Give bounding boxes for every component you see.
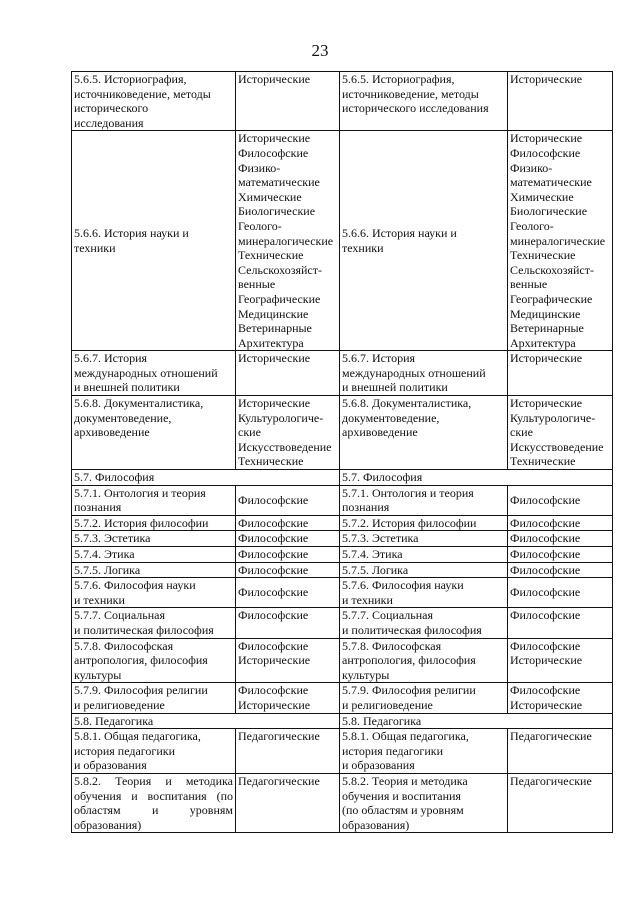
table-row bbox=[72, 131, 613, 351]
table-row bbox=[72, 547, 613, 563]
science-branch-cell: Философские bbox=[236, 578, 340, 608]
science-branch-cell: Исторические bbox=[236, 72, 340, 131]
section-heading-cell: 5.8. Педагогика bbox=[340, 713, 613, 729]
table-row bbox=[72, 608, 613, 638]
science-branch-cell: Философские Исторические bbox=[236, 638, 340, 683]
science-branch-cell: Исторические bbox=[236, 351, 340, 396]
specialty-cell: 5.7.6. Философия науки и техники bbox=[72, 578, 236, 608]
science-branch-cell: Философские bbox=[236, 562, 340, 578]
specialty-cell: 5.7.7. Социальная и политическая философия bbox=[340, 608, 508, 638]
specialty-cell: 5.8.2. Теория и методика обучения и воспитания (по областям и уровням образования) bbox=[340, 773, 508, 832]
science-branch-cell: Философские bbox=[508, 562, 613, 578]
science-branch-cell: Исторические bbox=[508, 351, 613, 396]
specialty-cell: 5.7.8. Философская антропология, философия культуры bbox=[72, 638, 236, 683]
science-branch-cell: Педагогические bbox=[508, 773, 613, 832]
section-heading-row bbox=[72, 713, 613, 729]
science-branch-cell: Исторические Философские Физико- математические Химические Биологические Геолого- минералогические Технические Сельскохозяйст- венные Географические Медицинские Ветеринарные Архитектура bbox=[508, 131, 613, 351]
specialty-table bbox=[71, 71, 613, 833]
science-branch-cell: Философские bbox=[508, 547, 613, 563]
science-branch-cell: Философские bbox=[508, 515, 613, 531]
table-row bbox=[72, 638, 613, 683]
specialty-cell: 5.6.6. История науки и техники bbox=[72, 131, 236, 351]
section-heading-cell: 5.7. Философия bbox=[340, 470, 613, 486]
specialty-cell: 5.7.4. Этика bbox=[72, 547, 236, 563]
specialty-cell: 5.7.2. История философии bbox=[72, 515, 236, 531]
specialty-cell: 5.7.3. Эстетика bbox=[72, 531, 236, 547]
science-branch-cell: Педагогические bbox=[236, 729, 340, 774]
science-branch-cell: Философские bbox=[508, 578, 613, 608]
science-branch-cell: Философские bbox=[508, 608, 613, 638]
specialty-cell: 5.7.5. Логика bbox=[340, 562, 508, 578]
table-row bbox=[72, 683, 613, 713]
science-branch-cell: Философские Исторические bbox=[508, 638, 613, 683]
table-row bbox=[72, 531, 613, 547]
science-branch-cell: Философские bbox=[236, 485, 340, 515]
specialty-cell: 5.6.8. Документалистика, документоведение, архивоведение bbox=[340, 396, 508, 470]
specialty-cell: 5.7.1. Онтология и теория познания bbox=[340, 485, 508, 515]
specialty-cell: 5.8.1. Общая педагогика, история педагогики и образования bbox=[72, 729, 236, 774]
specialty-cell: 5.8.2. Теория и методика обучения и воспитания (по областям и уровням образования) bbox=[72, 773, 236, 832]
table-row bbox=[72, 729, 613, 774]
specialty-cell: 5.6.7. История международных отношений и внешней политики bbox=[340, 351, 508, 396]
table-row bbox=[72, 515, 613, 531]
specialty-cell: 5.7.4. Этика bbox=[340, 547, 508, 563]
science-branch-cell: Философские bbox=[508, 531, 613, 547]
table-row bbox=[72, 72, 613, 131]
specialty-cell: 5.7.9. Философия религии и религиоведение bbox=[340, 683, 508, 713]
table-row bbox=[72, 578, 613, 608]
page-number: 23 bbox=[311, 41, 329, 60]
science-branch-cell: Философские Исторические bbox=[508, 683, 613, 713]
table-row bbox=[72, 773, 613, 832]
science-branch-cell: Исторические Культурологиче- ские Искусствоведение Технические bbox=[508, 396, 613, 470]
specialty-cell: 5.7.1. Онтология и теория познания bbox=[72, 485, 236, 515]
section-heading-cell: 5.8. Педагогика bbox=[72, 713, 340, 729]
specialty-cell: 5.7.6. Философия науки и техники bbox=[340, 578, 508, 608]
table-row bbox=[72, 485, 613, 515]
science-branch-cell: Философские bbox=[236, 531, 340, 547]
section-heading-cell: 5.7. Философия bbox=[72, 470, 340, 486]
specialty-cell: 5.6.5. Историография, источниковедение, методы исторического исследования bbox=[72, 72, 236, 131]
table-row bbox=[72, 351, 613, 396]
science-branch-cell: Философские Исторические bbox=[236, 683, 340, 713]
section-heading-row bbox=[72, 470, 613, 486]
science-branch-cell: Философские bbox=[508, 485, 613, 515]
specialty-cell: 5.7.7. Социальная и политическая философия bbox=[72, 608, 236, 638]
specialty-cell: 5.7.8. Философская антропология, философия культуры bbox=[340, 638, 508, 683]
table-row bbox=[72, 396, 613, 470]
specialty-cell: 5.6.5. Историография, источниковедение, методы исторического исследования bbox=[340, 72, 508, 131]
specialty-cell: 5.7.2. История философии bbox=[340, 515, 508, 531]
table-row bbox=[72, 562, 613, 578]
science-branch-cell: Исторические bbox=[508, 72, 613, 131]
science-branch-cell: Философские bbox=[236, 547, 340, 563]
specialty-cell: 5.6.7. История международных отношений и внешней политики bbox=[72, 351, 236, 396]
specialty-cell: 5.7.9. Философия религии и религиоведение bbox=[72, 683, 236, 713]
specialty-cell: 5.7.3. Эстетика bbox=[340, 531, 508, 547]
science-branch-cell: Философские bbox=[236, 515, 340, 531]
science-branch-cell: Педагогические bbox=[236, 773, 340, 832]
specialty-cell: 5.6.6. История науки и техники bbox=[340, 131, 508, 351]
science-branch-cell: Исторические Культурологиче- ские Искусствоведение Технические bbox=[236, 396, 340, 470]
science-branch-cell: Исторические Философские Физико- математические Химические Биологические Геолого- минералогические Технические Сельскохозяйст- венные Географические Медицинские Ветеринарные Архитектура bbox=[236, 131, 340, 351]
science-branch-cell: Педагогические bbox=[508, 729, 613, 774]
science-branch-cell: Философские bbox=[236, 608, 340, 638]
specialty-cell: 5.7.5. Логика bbox=[72, 562, 236, 578]
specialty-cell: 5.6.8. Документалистика, документоведение, архивоведение bbox=[72, 396, 236, 470]
specialty-cell: 5.8.1. Общая педагогика, история педагогики и образования bbox=[340, 729, 508, 774]
